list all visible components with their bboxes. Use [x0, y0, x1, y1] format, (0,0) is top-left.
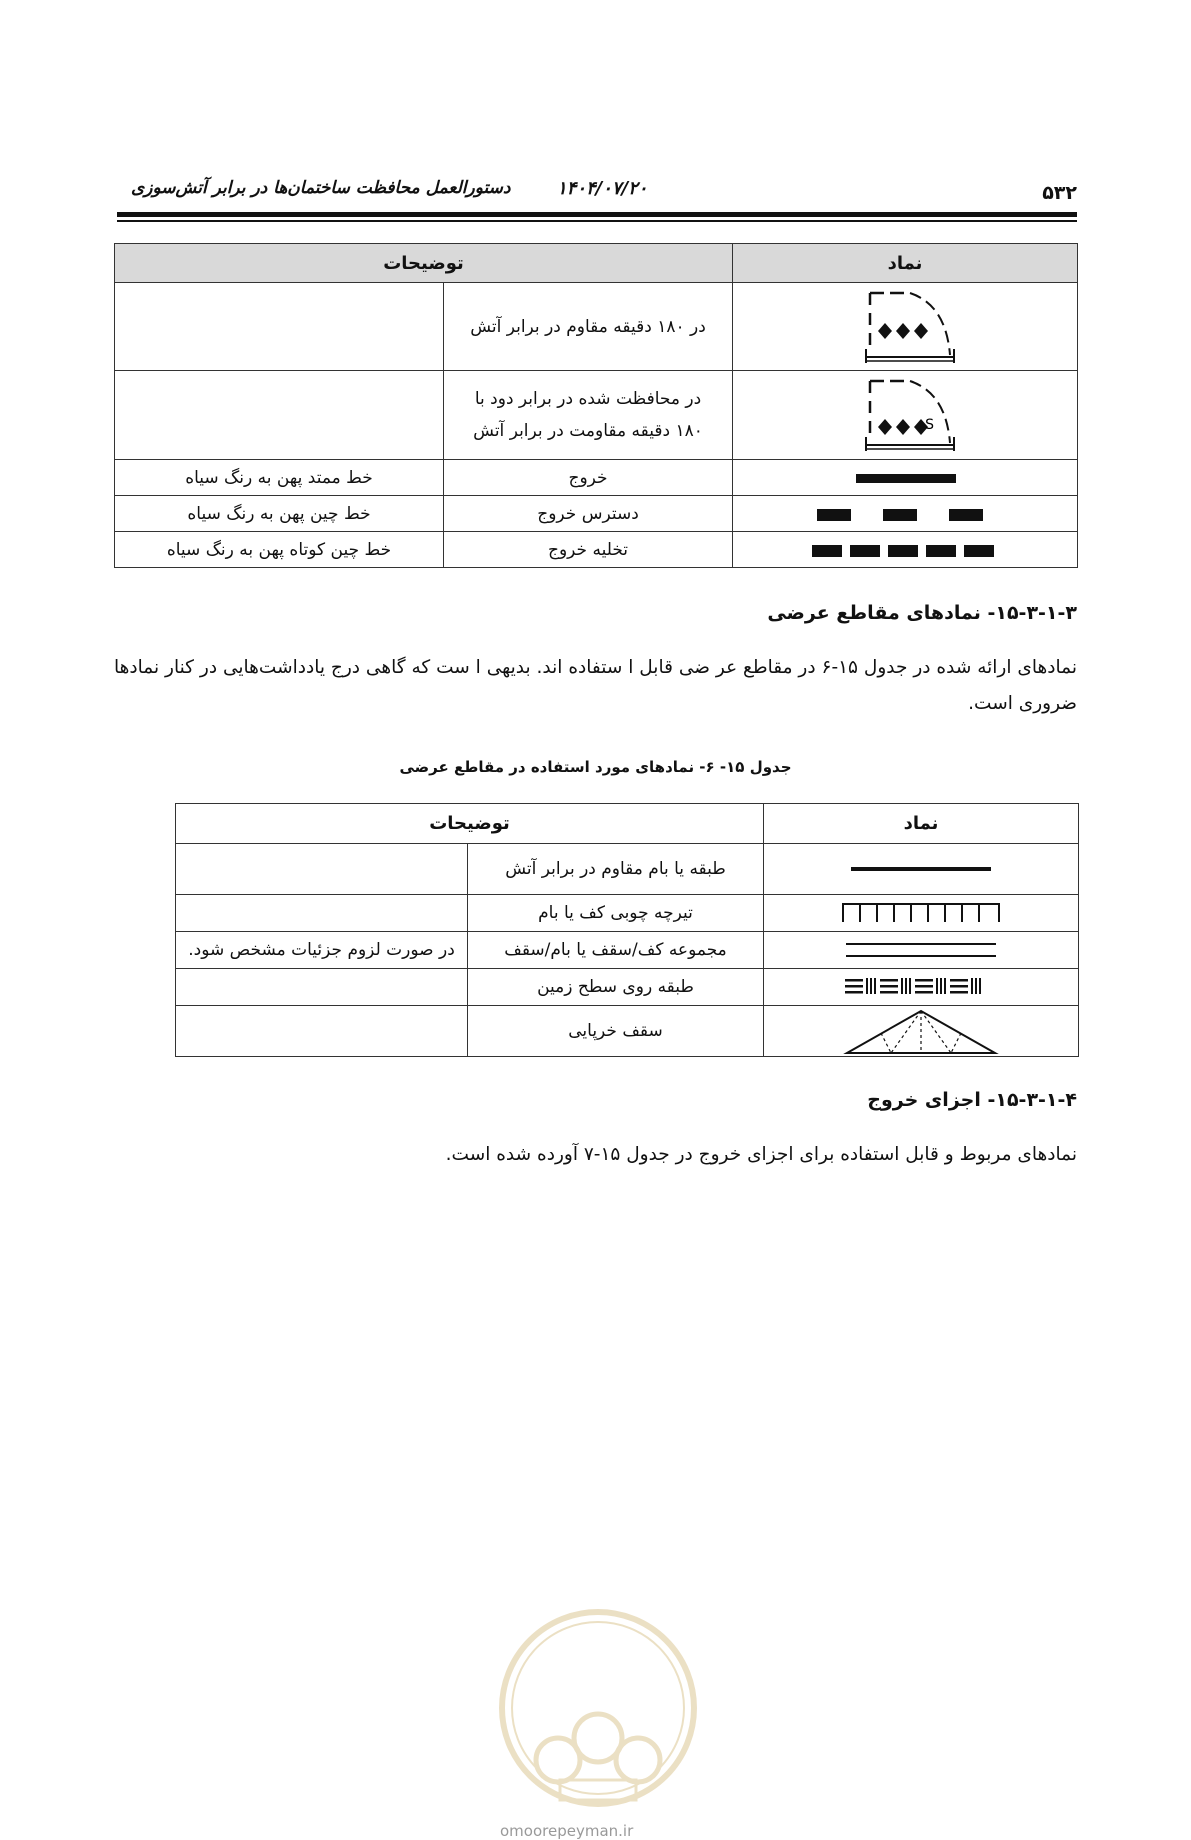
row-name: طبقه یا بام مقاوم در برابر آتش — [468, 844, 764, 895]
section-heading-4: ۱۵-۳-۱-۴- اجزای خروج — [867, 1089, 1077, 1111]
row-name: در محافظت شده در برابر دود با ۱۸۰ دقیقه مقاومت در برابر آتش — [444, 371, 733, 460]
row-note — [176, 895, 468, 932]
truss-roof-icon — [764, 1006, 1079, 1057]
solid-thick-line-icon — [733, 460, 1078, 496]
row-note: خط چین پهن به رنگ سیاه — [115, 496, 444, 532]
row-name: خروج — [444, 460, 733, 496]
row-name: تخلیه خروج — [444, 532, 733, 568]
door-smoke-180-icon — [733, 371, 1078, 460]
watermark-logo — [488, 1588, 708, 1828]
col-desc-header: توضیحات — [115, 244, 733, 283]
row-note — [176, 1006, 468, 1057]
row-name: دسترس خروج — [444, 496, 733, 532]
short-dashed-thick-line-icon — [733, 532, 1078, 568]
row-note: خط ممتد پهن به رنگ سیاه — [115, 460, 444, 496]
page-header — [117, 174, 1077, 204]
row-note: خط چین کوتاه پهن به رنگ سیاه — [115, 532, 444, 568]
col-symbol-header: نماد — [764, 804, 1079, 844]
floor-ceiling-assembly-icon — [764, 932, 1079, 969]
col-symbol-header: نماد — [733, 244, 1078, 283]
row-name: سقف خرپایی — [468, 1006, 764, 1057]
slab-on-grade-icon — [764, 969, 1079, 1006]
row-note — [115, 283, 444, 371]
section-paragraph-4: نمادهای مربوط و قابل استفاده برای اجزای خروج در جدول ۱۵-۷ آورده شده است. — [445, 1144, 1077, 1165]
row-name: در ۱۸۰ دقیقه مقاوم در برابر آتش — [444, 283, 733, 371]
row-note: در صورت لزوم جزئیات مشخص شود. — [176, 932, 468, 969]
header-rule-thick — [117, 212, 1077, 217]
symbols-table-1 — [114, 243, 1078, 568]
row-note — [176, 969, 468, 1006]
col-desc-header: توضیحات — [176, 804, 764, 844]
header-title: دستورالعمل محافظت ساختمان‌ها در برابر آتش‌سوزی — [131, 178, 511, 198]
door-180-icon — [733, 283, 1078, 371]
svg-text:S: S — [925, 417, 935, 433]
row-name: طبقه روی سطح زمین — [468, 969, 764, 1006]
fire-rated-floor-icon — [764, 844, 1079, 895]
dashed-thick-line-icon — [733, 496, 1078, 532]
section-paragraph-3: نمادهای ارائه شده در جدول ۱۵-۶ در مقاطع عر ضی قابل ا ستفاده اند. بدیهی ا ست که گاهی درج یادداشت‌هایی در کنار نمادها ضروری است. — [114, 657, 1078, 714]
section-heading-3: ۱۵-۳-۱-۳- نمادهای مقاطع عرضی — [767, 602, 1077, 624]
page-number: ۵۳۲ — [1042, 182, 1077, 204]
symbols-table-2 — [175, 803, 1079, 1057]
row-name: مجموعه کف/سقف یا بام/سقف — [468, 932, 764, 969]
header-date: ۱۴۰۴/۰۷/۲۰ — [557, 178, 648, 199]
row-note — [115, 371, 444, 460]
row-name: تیرچه چوبی کف یا بام — [468, 895, 764, 932]
header-rule-thin — [117, 220, 1077, 222]
watermark-url: omoorepeyman.ir — [500, 1822, 634, 1840]
table2-caption: جدول ۱۵- ۶- نمادهای مورد استفاده در مقاطع عرضی — [399, 758, 792, 776]
wood-joist-icon — [764, 895, 1079, 932]
row-note — [176, 844, 468, 895]
